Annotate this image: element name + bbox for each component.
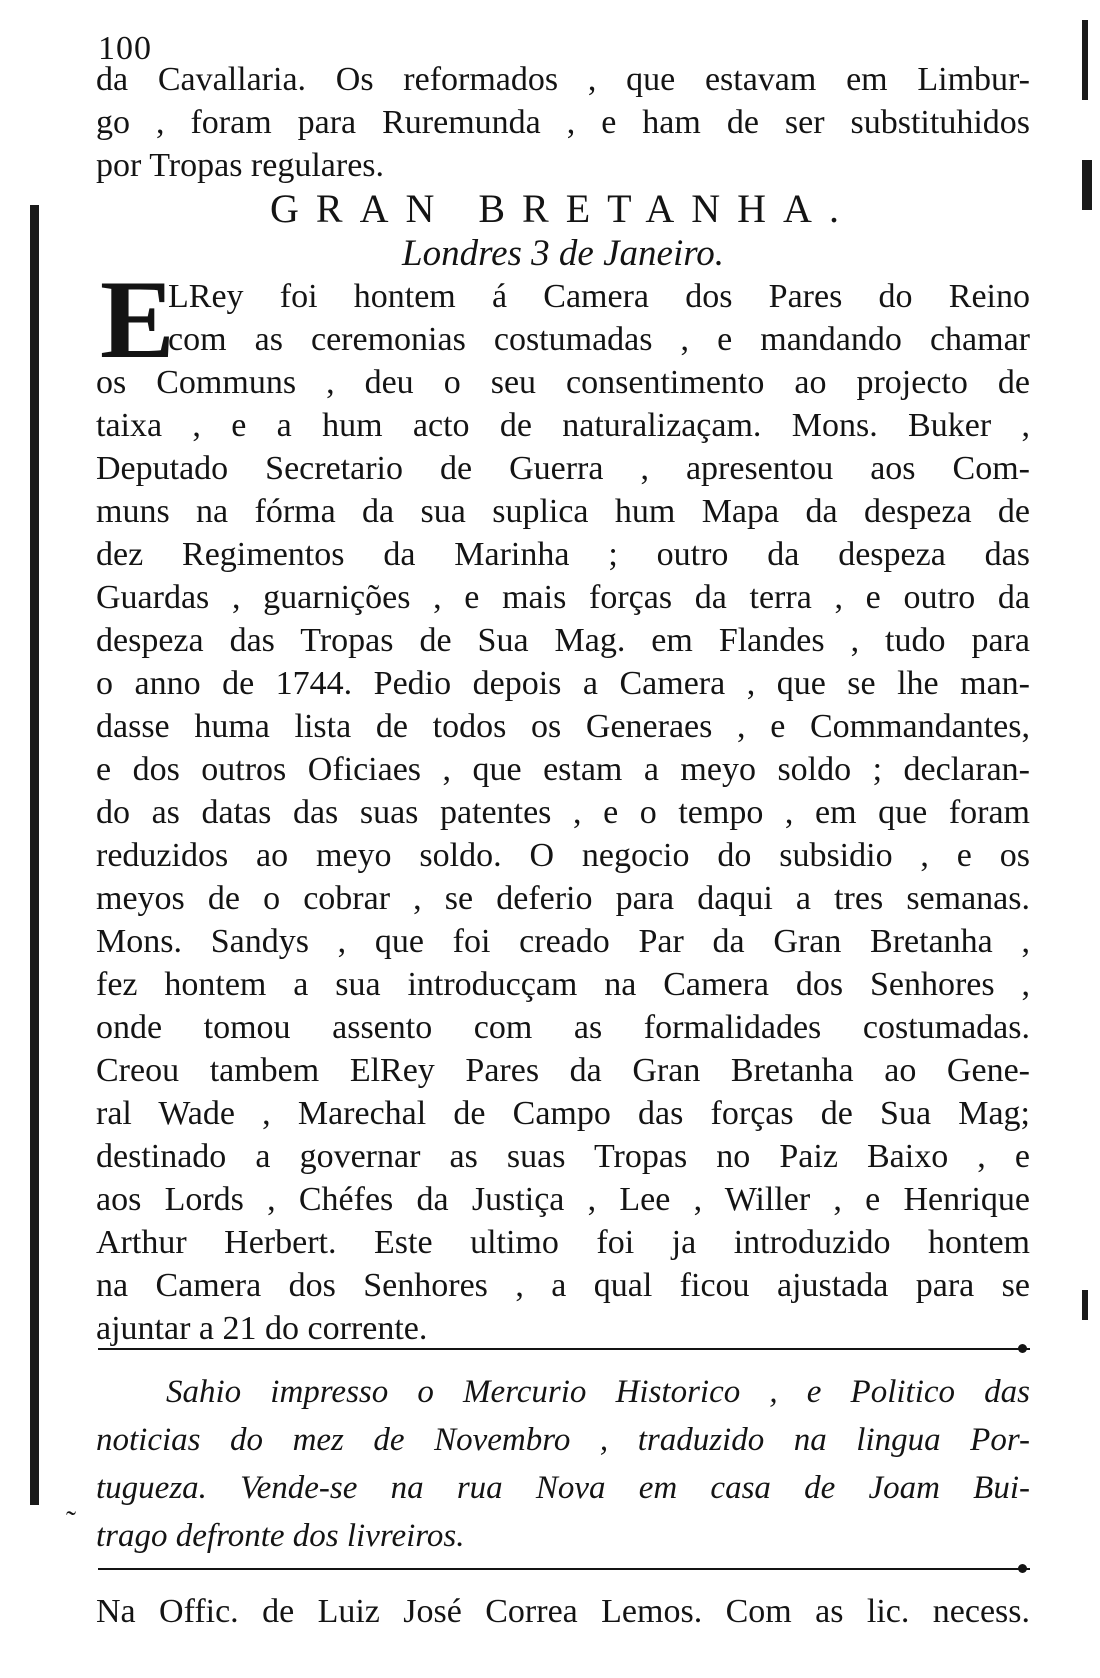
notice-line: trago defronte dos livreiros. xyxy=(96,1518,465,1554)
notice-line: Sahio impresso o Mercurio Historico , e Politico das xyxy=(166,1374,1030,1410)
text-line: destinado a governar as suas Tropas no Paiz Baixo , e xyxy=(96,1138,1030,1175)
text-line: o anno de 1744. Pedio depois a Camera , que se lhe man- xyxy=(96,665,1030,702)
text-line: Deputado Secretario de Guerra , apresentou aos Com- xyxy=(96,450,1030,487)
text-line: fez hontem a sua introducçam na Camera dos Senhores , xyxy=(96,966,1030,1003)
text-line: muns na fórma da sua suplica hum Mapa da despeza de xyxy=(96,493,1030,530)
notice-line: tugueza. Vende-se na rua Nova em casa de Joam Bui- xyxy=(96,1470,1030,1506)
text-line: Creou tambem ElRey Pares da Gran Bretanha ao Gene- xyxy=(96,1052,1030,1089)
notice-line: noticias do mez de Novembro , traduzido na lingua Por- xyxy=(96,1422,1030,1458)
text-line: na Camera dos Senhores , a qual ficou ajustada para se xyxy=(96,1267,1030,1304)
text-line: LRey foi hontem á Camera dos Pares do Reino xyxy=(168,278,1030,315)
text-line: ajuntar a 21 do corrente. xyxy=(96,1310,428,1347)
text-line: da Cavallaria. Os reformados , que estavam em Limbur- xyxy=(96,61,1030,98)
text-line: ral Wade , Marechal de Campo das forças de Sua Mag; xyxy=(96,1095,1030,1132)
text-line: Arthur Herbert. Este ultimo foi ja introduzido hontem xyxy=(96,1224,1030,1261)
text-line: go , foram para Ruremunda , e ham de ser substituhidos xyxy=(96,104,1030,141)
text-line: por Tropas regulares. xyxy=(96,147,385,184)
text-line: dez Regimentos da Marinha ; outro da despeza das xyxy=(96,536,1030,573)
publication-notice xyxy=(96,1368,1030,1560)
text-line: Mons. Sandys , que foi creado Par da Gran Bretanha , xyxy=(96,923,1030,960)
divider-ornament xyxy=(1018,1344,1027,1353)
left-margin-scan-bar xyxy=(30,205,39,1505)
page-number: 100 xyxy=(98,30,152,67)
text-line: taixa , e a hum acto de naturalizaçam. Mons. Buker , xyxy=(96,407,1030,444)
section-heading: GRAN BRETANHA. xyxy=(270,186,856,231)
text-line: os Communs , deu o seu consentimento ao projecto de xyxy=(96,364,1030,401)
text-line: aos Lords , Chéfes da Justiça , Lee , Willer , e Henrique xyxy=(96,1181,1030,1218)
text-line: despeza das Tropas de Sua Mag. em Flandes , tudo para xyxy=(96,622,1030,659)
text-line: onde tomou assento com as formalidades costumadas. xyxy=(96,1009,1030,1046)
divider-rule xyxy=(98,1348,1030,1350)
dateline: Londres 3 de Janeiro. xyxy=(402,233,724,274)
drop-cap: E xyxy=(100,258,175,382)
divider-ornament xyxy=(1018,1564,1027,1573)
right-margin-scan-mark xyxy=(1082,1290,1088,1320)
text-line: do as datas das suas patentes , e o tempo , em que foram xyxy=(96,794,1030,831)
continuation-paragraph xyxy=(96,58,1030,187)
left-margin-tick: ˜ xyxy=(66,1505,76,1538)
printer-imprint: Na Offic. de Luiz José Correa Lemos. Com as lic. necess. xyxy=(96,1593,1030,1630)
divider-rule xyxy=(98,1568,1030,1570)
right-margin-scan-mark xyxy=(1082,20,1088,100)
article-body xyxy=(96,275,1030,1350)
text-line: meyos de o cobrar , se deferio para daqui a tres semanas. xyxy=(96,880,1030,917)
text-line: e dos outros Oficiaes , que estam a meyo soldo ; declaran- xyxy=(96,751,1030,788)
text-line: Guardas , guarnições , e mais forças da terra , e outro da xyxy=(96,579,1030,616)
text-line: reduzidos ao meyo soldo. O negocio do subsidio , e os xyxy=(96,837,1030,874)
text-line: dasse huma lista de todos os Generaes , e Commandantes, xyxy=(96,708,1030,745)
text-line: com as ceremonias costumadas , e mandando chamar xyxy=(168,321,1030,358)
right-margin-scan-mark xyxy=(1082,160,1092,210)
